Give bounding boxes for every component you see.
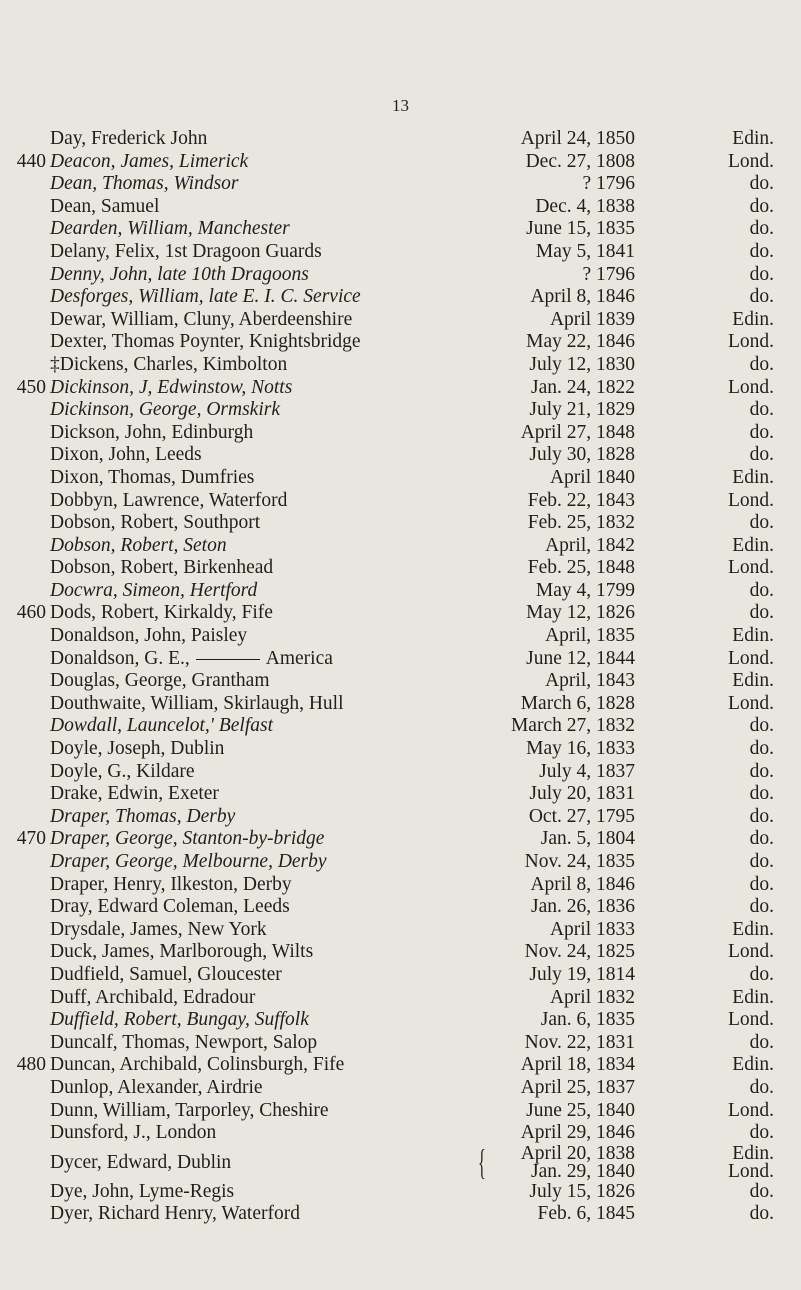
entry-date: April 1833 xyxy=(549,918,635,940)
entry-name xyxy=(50,1181,234,1204)
entry-date: April 1840 xyxy=(549,466,635,488)
entry-name xyxy=(50,399,280,422)
entry-date: Oct. 27, 1795 xyxy=(528,805,635,827)
entry-place: Lond. xyxy=(727,692,774,714)
entry-name xyxy=(50,670,270,693)
entry-date: April 1839 xyxy=(549,308,635,330)
entry-name xyxy=(50,309,352,332)
entry-date: July 30, 1828 xyxy=(529,444,635,466)
entry-place: do. xyxy=(749,195,774,217)
entry-place: do. xyxy=(749,783,774,805)
entry-date: April, 1843 xyxy=(545,670,635,692)
entry-place: do. xyxy=(749,399,774,421)
brace-symbol: { xyxy=(478,1141,486,1182)
entry-name xyxy=(50,218,290,241)
entry-name-text: Deacon, James, Limerick xyxy=(50,150,249,172)
entry-place: do. xyxy=(749,1031,774,1053)
entry-date: Nov. 24, 1835 xyxy=(524,851,635,872)
page-number: 13 xyxy=(392,96,409,115)
entry-name-text: Drysdale, James, New York xyxy=(50,918,267,940)
entry-name-text: Doyle, G., Kildare xyxy=(50,760,195,782)
entry-place: Edin. xyxy=(732,986,774,1008)
register-entry xyxy=(0,309,801,332)
entry-name xyxy=(50,196,159,219)
entry-date: Dec. 4, 1838 xyxy=(535,195,635,217)
entry-name-text: Draper, Thomas, Derby xyxy=(50,805,236,827)
register-entry xyxy=(0,783,801,806)
register-entry xyxy=(0,987,801,1010)
entry-place: do. xyxy=(749,421,774,443)
entry-name xyxy=(50,1122,216,1145)
register-entry xyxy=(0,444,801,467)
entry-name xyxy=(50,264,309,287)
register-entry xyxy=(0,874,801,897)
entry-date: ? 1796 xyxy=(582,173,635,195)
entry-name xyxy=(50,693,344,716)
entry-name-text: Draper, George, Stanton-by-bridge xyxy=(50,828,325,850)
entry-date: Jan. 29, 1840 xyxy=(531,1160,635,1182)
entry-place: do. xyxy=(749,173,774,195)
entry-place: do. xyxy=(749,760,774,782)
entry-date: Jan. 5, 1804 xyxy=(540,828,635,850)
entry-place: do. xyxy=(749,896,774,918)
entry-name-text: Donaldson, G. E., xyxy=(50,647,190,669)
entry-name xyxy=(50,964,282,987)
entry-place: do. xyxy=(749,715,774,737)
entry-name xyxy=(50,557,273,580)
entry-name-text: Dods, Robert, Kirkaldy, Fife xyxy=(50,602,273,624)
register-entry xyxy=(0,1009,801,1032)
register-entry xyxy=(0,1054,801,1077)
entry-name xyxy=(50,490,287,513)
entry-name-text: Day, Frederick John xyxy=(50,128,208,149)
entry-place: do. xyxy=(749,873,774,895)
register-entry xyxy=(0,851,801,874)
entry-name xyxy=(50,941,313,964)
entry-place: do. xyxy=(749,286,774,308)
entry-name xyxy=(50,128,207,151)
entry-name xyxy=(50,535,227,558)
register-entry xyxy=(0,670,801,693)
entry-date: June 25, 1840 xyxy=(526,1099,635,1121)
entry-number: 480 xyxy=(16,1054,46,1076)
entry-date: Feb. 6, 1845 xyxy=(537,1203,635,1225)
register-entry xyxy=(0,1100,801,1123)
entry-name xyxy=(50,851,327,874)
entry-name-text: Dunn, William, Tarporley, Cheshire xyxy=(50,1099,329,1121)
entry-place: do. xyxy=(749,218,774,240)
entry-name xyxy=(50,715,273,738)
entry-name-text: Dobson, Robert, Birkenhead xyxy=(50,557,274,579)
register-entry xyxy=(0,264,801,287)
register-entry xyxy=(0,173,801,196)
entry-number: 450 xyxy=(16,376,46,398)
entry-date: April 29, 1846 xyxy=(520,1122,635,1144)
register-entry xyxy=(0,1181,801,1204)
entry-name xyxy=(50,377,292,400)
entry-date: Jan. 26, 1836 xyxy=(531,896,635,918)
entry-name-text: Dunlop, Alexander, Airdrie xyxy=(50,1076,263,1098)
entry-date: April 18, 1834 xyxy=(520,1054,635,1076)
entry-date: July 19, 1814 xyxy=(529,963,635,985)
entry-place: Edin. xyxy=(732,128,774,149)
entry-date: Nov. 24, 1825 xyxy=(524,941,635,963)
entry-name xyxy=(50,602,273,625)
entry-name xyxy=(50,1203,300,1226)
register-entry xyxy=(0,399,801,422)
register-entry xyxy=(0,919,801,942)
entry-name-text: Delany, Felix, 1st Dragoon Guards xyxy=(50,240,322,262)
entry-name-text: Duff, Archibald, Edradour xyxy=(50,986,256,1008)
register-entry xyxy=(0,241,801,264)
entry-date: June 15, 1835 xyxy=(526,218,635,240)
entry-place: Lond. xyxy=(727,489,774,511)
entry-place: do. xyxy=(749,963,774,985)
entry-place: do. xyxy=(749,1076,774,1098)
entry-place: Edin. xyxy=(732,308,774,330)
register-entry xyxy=(0,1122,801,1145)
entry-place: Edin. xyxy=(732,670,774,692)
entry-place: do. xyxy=(749,851,774,872)
entry-date: April 25, 1837 xyxy=(520,1076,635,1098)
register-list xyxy=(0,128,801,1226)
entry-name-text: Dobbyn, Lawrence, Waterford xyxy=(50,489,288,511)
entry-place: do. xyxy=(749,579,774,601)
entry-name xyxy=(50,173,239,196)
entry-name-text: Dobson, Robert, Seton xyxy=(50,534,227,556)
entry-number: 460 xyxy=(16,602,46,624)
entry-number: 470 xyxy=(16,828,46,850)
entry-date: Feb. 25, 1832 xyxy=(527,512,635,534)
entry-date: April, 1835 xyxy=(545,625,635,647)
register-entry xyxy=(0,648,801,671)
entry-location: America xyxy=(265,647,333,669)
entry-name-text: Douglas, George, Grantham xyxy=(50,670,270,692)
entry-place: Edin. xyxy=(732,1142,774,1164)
entry-place: do. xyxy=(749,602,774,624)
register-entry xyxy=(0,151,801,174)
entry-name xyxy=(50,512,260,535)
register-entry xyxy=(0,128,801,151)
entry-place: do. xyxy=(749,512,774,534)
entry-name-text: Douthwaite, William, Skirlaugh, Hull xyxy=(50,692,344,714)
entry-name xyxy=(50,286,361,309)
entry-date: July 15, 1826 xyxy=(529,1180,635,1202)
entry-date: July 12, 1830 xyxy=(529,353,635,375)
entry-date: Jan. 24, 1822 xyxy=(531,376,635,398)
entry-date: April 27, 1848 xyxy=(520,421,635,443)
entry-name xyxy=(50,1009,309,1032)
register-entry xyxy=(0,467,801,490)
register-entry xyxy=(0,490,801,513)
register-entry xyxy=(0,693,801,716)
register-entry xyxy=(0,218,801,241)
entry-name-text: Dudfield, Samuel, Gloucester xyxy=(50,963,282,985)
entry-name-text: Draper, George, Melbourne, Derby xyxy=(50,851,327,872)
entry-date: March 27, 1832 xyxy=(510,715,635,737)
entry-name xyxy=(50,467,254,490)
entry-name xyxy=(50,580,257,603)
entry-date: May 12, 1826 xyxy=(526,602,635,624)
entry-name-text: Doyle, Joseph, Dublin xyxy=(50,738,225,760)
entry-name xyxy=(50,783,219,806)
entry-name-text: Duncalf, Thomas, Newport, Salop xyxy=(50,1031,318,1053)
entry-place: Edin. xyxy=(732,466,774,488)
entry-name-text: Dickinson, J, Edwinstow, Notts xyxy=(50,376,293,398)
register-entry xyxy=(0,286,801,309)
entry-name xyxy=(50,151,248,174)
entry-place: do. xyxy=(749,1180,774,1202)
entry-name-text: Dye, John, Lyme-Regis xyxy=(50,1180,235,1202)
entry-date: April 8, 1846 xyxy=(530,286,635,308)
entry-date: April 20, 1838 xyxy=(520,1142,635,1164)
entry-name-text: Draper, Henry, Ilkeston, Derby xyxy=(50,873,292,895)
entry-name xyxy=(50,422,253,445)
entry-name-text: Dewar, William, Cluny, Aberdeenshire xyxy=(50,308,353,330)
entry-place: do. xyxy=(749,240,774,262)
entry-name-text: Dobson, Robert, Southport xyxy=(50,512,261,534)
entry-name xyxy=(50,806,235,829)
entry-name-text: Donaldson, John, Paisley xyxy=(50,625,248,647)
entry-date: Feb. 22, 1843 xyxy=(527,489,635,511)
register-entry xyxy=(0,738,801,761)
register-entry xyxy=(0,806,801,829)
entry-name xyxy=(50,896,290,919)
dash-rule xyxy=(196,659,260,660)
register-entry xyxy=(0,377,801,400)
entry-name xyxy=(50,648,333,671)
entry-place: do. xyxy=(749,738,774,760)
entry-name xyxy=(50,331,361,354)
register-entry xyxy=(0,535,801,558)
entry-place: Lond. xyxy=(727,647,774,669)
entry-name xyxy=(50,354,287,377)
entry-name-text: Desforges, William, late E. I. C. Service xyxy=(50,286,361,308)
entry-name-text: Docwra, Simeon, Hertford xyxy=(50,579,258,601)
entry-place: Lond. xyxy=(727,941,774,963)
entry-date: ? 1796 xyxy=(582,263,635,285)
entry-number: 440 xyxy=(16,150,46,172)
entry-name-text: Drake, Edwin, Exeter xyxy=(50,783,219,805)
register-entry xyxy=(0,1077,801,1100)
entry-name-text: Dunsford, J., London xyxy=(50,1122,217,1144)
entry-place: Lond. xyxy=(727,1160,774,1182)
entry-date: April 8, 1846 xyxy=(530,873,635,895)
register-entry xyxy=(0,828,801,851)
entry-name-text: Dearden, William, Manchester xyxy=(50,218,290,240)
entry-name xyxy=(50,1077,263,1100)
register-entry xyxy=(0,602,801,625)
entry-place: Lond. xyxy=(727,1009,774,1031)
entry-name-text: Denny, John, late 10th Dragoons xyxy=(50,263,309,285)
entry-name xyxy=(50,625,247,648)
register-entry xyxy=(0,715,801,738)
entry-name xyxy=(50,761,195,784)
entry-place: do. xyxy=(749,1122,774,1144)
entry-name-text: Dixon, John, Leeds xyxy=(50,444,202,466)
entry-date: Nov. 22, 1831 xyxy=(524,1031,635,1053)
entry-place: do. xyxy=(749,353,774,375)
entry-date: May 4, 1799 xyxy=(535,579,635,601)
entry-name xyxy=(50,444,202,467)
register-entry xyxy=(0,354,801,377)
register-entry xyxy=(0,625,801,648)
register-entry xyxy=(0,1032,801,1055)
entry-name-text: Dean, Samuel xyxy=(50,195,160,217)
register-entry xyxy=(0,512,801,535)
entry-date: April 1832 xyxy=(549,986,635,1008)
entry-name-text: Duffield, Robert, Bungay, Suffolk xyxy=(50,1009,309,1031)
entry-place: Lond. xyxy=(727,1099,774,1121)
entry-place: do. xyxy=(749,828,774,850)
register-entry-double xyxy=(0,1141,801,1182)
entry-date: March 6, 1828 xyxy=(520,692,635,714)
entry-name-text: Dowdall, Launcelot,' Belfast xyxy=(50,715,273,737)
entry-date: July 4, 1837 xyxy=(539,760,635,782)
register-entry xyxy=(0,331,801,354)
register-entry xyxy=(0,761,801,784)
entry-date: April 24, 1850 xyxy=(520,128,635,149)
entry-place: Lond. xyxy=(727,150,774,172)
entry-name xyxy=(50,241,322,264)
entry-name-text: Dean, Thomas, Windsor xyxy=(50,173,239,195)
entry-name-text: Dickson, John, Edinburgh xyxy=(50,421,254,443)
entry-name-text: Dyer, Richard Henry, Waterford xyxy=(50,1203,300,1225)
entry-name xyxy=(50,987,255,1010)
entry-name-text: Dexter, Thomas Poynter, Knightsbridge xyxy=(50,331,361,353)
entry-place: Edin. xyxy=(732,918,774,940)
entry-name-text: Dixon, Thomas, Dumfries xyxy=(50,466,255,488)
entry-place: Edin. xyxy=(732,534,774,556)
register-entry xyxy=(0,896,801,919)
entry-place: do. xyxy=(749,444,774,466)
entry-name-text: Duncan, Archibald, Colinsburgh, Fife xyxy=(50,1054,345,1076)
entry-date: July 21, 1829 xyxy=(529,399,635,421)
register-entry xyxy=(0,941,801,964)
entry-place: Lond. xyxy=(727,557,774,579)
entry-name-text: Dray, Edward Coleman, Leeds xyxy=(50,896,290,918)
entry-name xyxy=(50,874,292,897)
entry-name xyxy=(50,1100,329,1123)
register-entry xyxy=(0,1203,801,1226)
entry-name xyxy=(50,919,267,942)
register-entry xyxy=(0,964,801,987)
register-entry xyxy=(0,422,801,445)
entry-name xyxy=(50,738,224,761)
entry-place: do. xyxy=(749,805,774,827)
entry-date: May 16, 1833 xyxy=(526,738,635,760)
entry-place: do. xyxy=(749,1203,774,1225)
register-entry xyxy=(0,196,801,219)
entry-name: Dycer, Edward, Dublin xyxy=(50,1151,232,1173)
entry-date: July 20, 1831 xyxy=(529,783,635,805)
entry-place: Lond. xyxy=(727,376,774,398)
entry-name-text: ‡Dickens, Charles, Kimbolton xyxy=(50,353,288,375)
entry-name xyxy=(50,1032,317,1055)
entry-place: Edin. xyxy=(732,625,774,647)
entry-name-text: Duck, James, Marlborough, Wilts xyxy=(50,941,314,963)
entry-place: Edin. xyxy=(732,1054,774,1076)
entry-date: May 5, 1841 xyxy=(535,240,635,262)
register-entry xyxy=(0,580,801,603)
entry-date: Jan. 6, 1835 xyxy=(540,1009,635,1031)
entry-place: Lond. xyxy=(727,331,774,353)
entry-name-text: Dickinson, George, Ormskirk xyxy=(50,399,280,421)
entry-date: Dec. 27, 1808 xyxy=(525,150,635,172)
entry-name xyxy=(50,1054,344,1077)
entry-date: June 12, 1844 xyxy=(526,647,635,669)
register-entry xyxy=(0,557,801,580)
entry-date: May 22, 1846 xyxy=(526,331,635,353)
entry-place: do. xyxy=(749,263,774,285)
entry-name xyxy=(50,828,324,851)
entry-date: Feb. 25, 1848 xyxy=(527,557,635,579)
entry-date: April, 1842 xyxy=(545,534,635,556)
